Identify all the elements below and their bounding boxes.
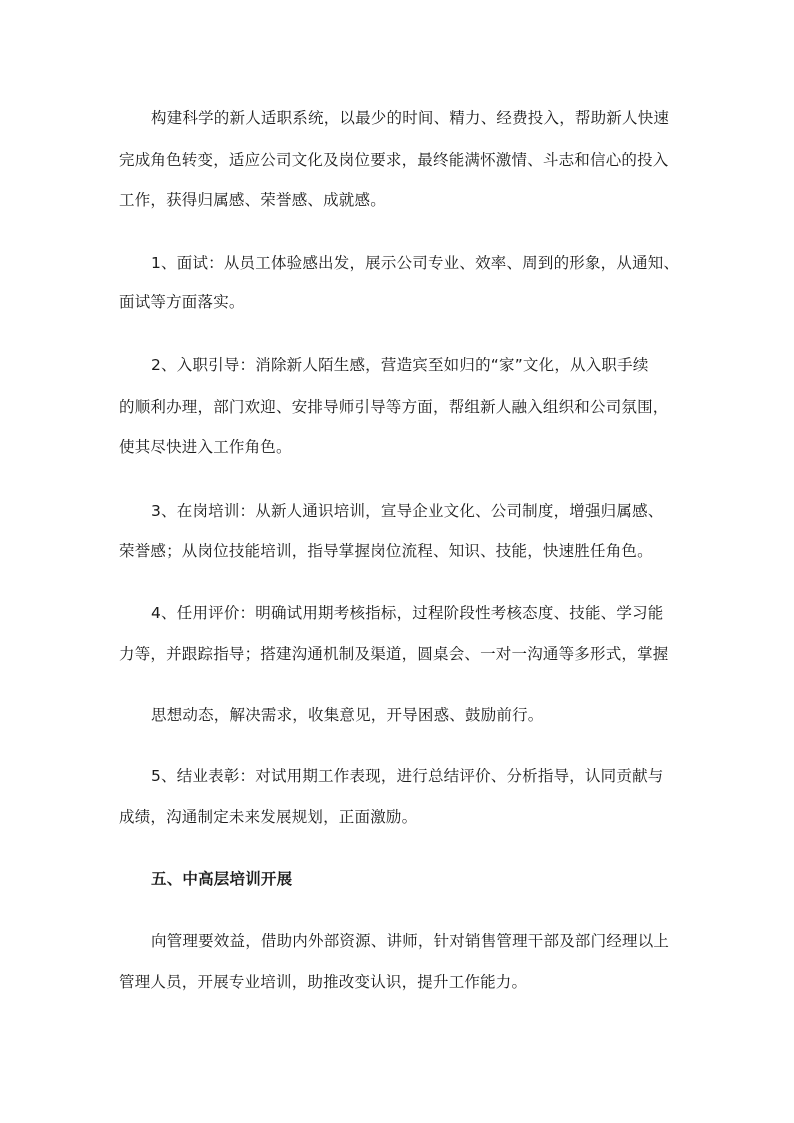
item-4-line-3: 思想动态，解决需求，收集意见，开导困惑、鼓励前行。 <box>151 706 544 724</box>
paragraph-intro-line-3: 工作，获得归属感、荣誉感、成就感。 <box>119 191 386 209</box>
item-2-line-1: 2、入职引导：消除新人陌生感，营造宾至如归的“家”文化，从入职手续 <box>151 356 649 374</box>
paragraph-intro-line-1: 构建科学的新人适职系统，以最少的时间、精力、经费投入，帮助新人快速 <box>151 109 670 127</box>
item-2-line-3: 使其尽快进入工作角色。 <box>119 438 292 456</box>
item-3-line-1: 3、在岗培训：从新人通识培训，宣导企业文化、公司制度，增强归属感、 <box>151 502 664 520</box>
item-5-line-1: 5、结业表彰：对试用期工作表现，进行总结评价、分析指导，认同贡献与 <box>151 767 664 785</box>
item-2-line-2: 的顺利办理，部门欢迎、安排导师引导等方面，帮组新人融入组织和公司氛围， <box>119 398 669 416</box>
section-body-line-2: 管理人员，开展专业培训，助推改变认识，提升工作能力。 <box>119 973 528 991</box>
item-4-line-2: 力等，并跟踪指导；搭建沟通机制及渠道，圆桌会、一对一沟通等多形式，掌握 <box>119 645 669 663</box>
item-4-line-1: 4、任用评价：明确试用期考核指标，过程阶段性考核态度、技能、学习能 <box>151 604 664 622</box>
section-heading: 五、中高层培训开展 <box>151 870 293 888</box>
item-3-line-2: 荣誉感；从岗位技能培训，指导掌握岗位流程、知识、技能，快速胜任角色。 <box>119 542 653 560</box>
item-5-line-2: 成绩，沟通制定未来发展规划，正面激励。 <box>119 808 418 826</box>
section-body-line-1: 向管理要效益，借助内外部资源、讲师，针对销售管理干部及部门经理以上 <box>151 932 670 950</box>
item-1-line-2: 面试等方面落实。 <box>119 293 245 311</box>
paragraph-intro-line-2: 完成角色转变，适应公司文化及岗位要求，最终能满怀激情、斗志和信心的投入 <box>119 151 669 169</box>
item-1-line-1: 1、面试：从员工体验感出发，展示公司专业、效率、周到的形象，从通知、 <box>151 254 680 272</box>
